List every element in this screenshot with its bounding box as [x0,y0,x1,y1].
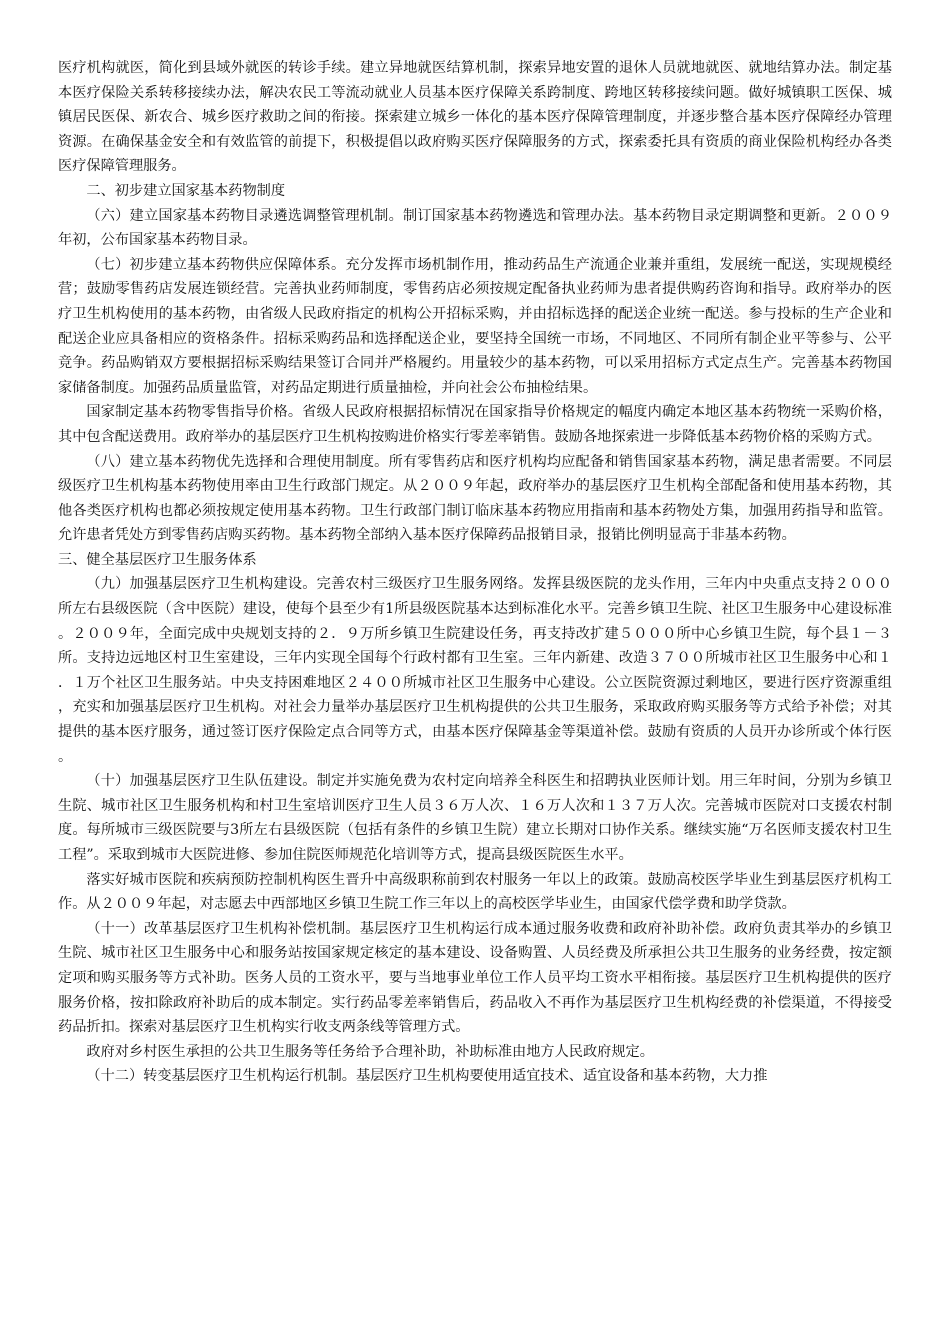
paragraph-item-8: （八）建立基本药物优先选择和合理使用制度。所有零售药店和医疗机构均应配备和销售国家基本药物，满足患者需要。不同层级医疗卫生机构基本药物使用率由卫生行政部门规定。从２００９年起，政府举办的基层医疗卫生机构全部配备和使用基本药物，其他各类医疗机构也都必须按规定使用基本药物。卫生行政部门制订临床基本药物应用指南和基本药物处方集，加强用药指导和监管。允许患者凭处方到零售药店购买药物。基本药物全部纳入基本医疗保障药品报销目录，报销比例明显高于非基本药物。 [58,453,892,544]
paragraph-item-11: （十一）改革基层医疗卫生机构补偿机制。基层医疗卫生机构运行成本通过服务收费和政府补助补偿。政府负责其举办的乡镇卫生院、城市社区卫生服务中心和服务站按国家规定核定的基本建设、设备购置、人员经费及所承担公共卫生服务的业务经费，按定额定项和购买服务等方式补助。医务人员的工资水平，要与当地事业单位工作人员平均工资水平相衔接。基层医疗卫生机构提供的医疗服务价格，按扣除政府补助后的成本制定。实行药品零差率销售后，药品收入不再作为基层医疗卫生机构经费的补偿渠道，不得接受药品折扣。探索对基层医疗卫生机构实行收支两条线等管理方式。 [58,920,892,1036]
paragraph-village-doctor-subsidy: 政府对乡村医生承担的公共卫生服务等任务给予合理补助，补助标准由地方人民政府规定。 [86,1043,654,1060]
section-heading-3: 三、健全基层医疗卫生服务体系 [58,551,257,568]
section-heading-2: 二、初步建立国家基本药物制度 [86,182,286,199]
paragraph-item-10: （十）加强基层医疗卫生队伍建设。制定并实施免费为农村定向培养全科医生和招聘执业医师计划。用三年时间，分别为乡镇卫生院、城市社区卫生服务机构和村卫生室培训医疗卫生人员３６万人次、１６万人次和１３７万人次。完善城市医院对口支援农村制度。每所城市三级医院要与3所左右县级医院（包括有条件的乡镇卫生院）建立长期对口协作关系。继续实施“万名医师支援农村卫生工程”。采取到城市大医院进修、参加住院医师规范化培训等方式，提高县级医院医生水平。 [58,773,892,863]
paragraph-item-6: （六）建立国家基本药物目录遴选调整管理机制。制订国家基本药物遴选和管理办法。基本药物目录定期调整和更新。２００９年初，公布国家基本药物目录。 [58,207,892,249]
paragraph-item-12: （十二）转变基层医疗卫生机构运行机制。基层医疗卫生机构要使用适宜技术、适宜设备和基本药物，大力推 [86,1068,768,1085]
paragraph-graduates-policy: 落实好城市医院和疾病预防控制机构医生晋升中高级职称前到农村服务一年以上的政策。鼓励高校医学毕业生到基层医疗机构工作。从２００９年起，对志愿去中西部地区乡镇卫生院工作三年以上的高校医学毕业生，由国家代偿学费和助学贷款。 [58,871,892,913]
paragraph-continuation: 医疗机构就医，简化到县域外就医的转诊手续。建立异地就医结算机制，探索异地安置的退休人员就地就医、就地结算办法。制定基本医疗保险关系转移接续办法，解决农民工等流动就业人员基本医疗保障关系跨制度、跨地区转移接续问题。做好城镇职工医保、城镇居民医保、新农合、城乡医疗救助之间的衔接。探索建立城乡一体化的基本医疗保障管理制度，并逐步整合基本医疗保障经办管理资源。在确保基金安全和有效监管的前提下，积极提倡以政府购买医疗保障服务的方式，探索委托具有资质的商业保险机构经办各类医疗保障管理服务。 [58,60,892,175]
paragraph-price-guidance: 国家制定基本药物零售指导价格。省级人民政府根据招标情况在国家指导价格规定的幅度内确定本地区基本药物统一采购价格，其中包含配送费用。政府举办的基层医疗卫生机构按购进价格实行零差率销售。鼓励各地探索进一步降低基本药物价格的采购方式。 [58,404,892,445]
paragraph-item-7: （七）初步建立基本药物供应保障体系。充分发挥市场机制作用，推动药品生产流通企业兼并重组，发展统一配送，实现规模经营；鼓励零售药店发展连锁经营。完善执业药师制度，零售药店必须按规定配备执业药师为患者提供购药咨询和指导。政府举办的医疗卫生机构使用的基本药物，由省级人民政府指定的机构公开招标采购，并由招标选择的配送企业统一配送。参与投标的生产企业和配送企业应具备相应的资格条件。招标采购药品和选择配送企业，要坚持全国统一市场，不同地区、不同所有制企业平等参与、公平竞争。药品购销双方要根据招标采购结果签订合同并严格履约。用量较少的基本药物，可以采用招标方式定点生产。完善基本药物国家储备制度。加强药品质量监管，对药品定期进行质量抽检，并向社会公布抽检结果。 [58,256,892,396]
paragraph-item-9: （九）加强基层医疗卫生机构建设。完善农村三级医疗卫生服务网络。发挥县级医院的龙头作用，三年内中央重点支持２０００所左右县级医院（含中医院）建设，使每个县至少有1所县级医院基本达到标准化水平。完善乡镇卫生院、社区卫生服务中心建设标准。２００９年，全面完成中央规划支持的２．９万所乡镇卫生院建设任务，再支持改扩建５０００所中心乡镇卫生院，每个县１－３所。支持边远地区村卫生室建设，三年内实现全国每个行政村都有卫生室。三年内新建、改造３７００所城市社区卫生服务中心和１．１万个社区卫生服务站。中央支持困难地区２４００所城市社区卫生服务中心建设。公立医院资源过剩地区，要进行医疗资源重组，充实和加强基层医疗卫生机构。对社会力量举办基层医疗卫生机构提供的公共卫生服务，采取政府购买服务等方式给予补偿；对其提供的基本医疗服务，通过签订医疗保险定点合同等方式，由基本医疗保障基金等渠道补偿。鼓励有资质的人员开办诊所或个体行医。 [58,576,892,765]
